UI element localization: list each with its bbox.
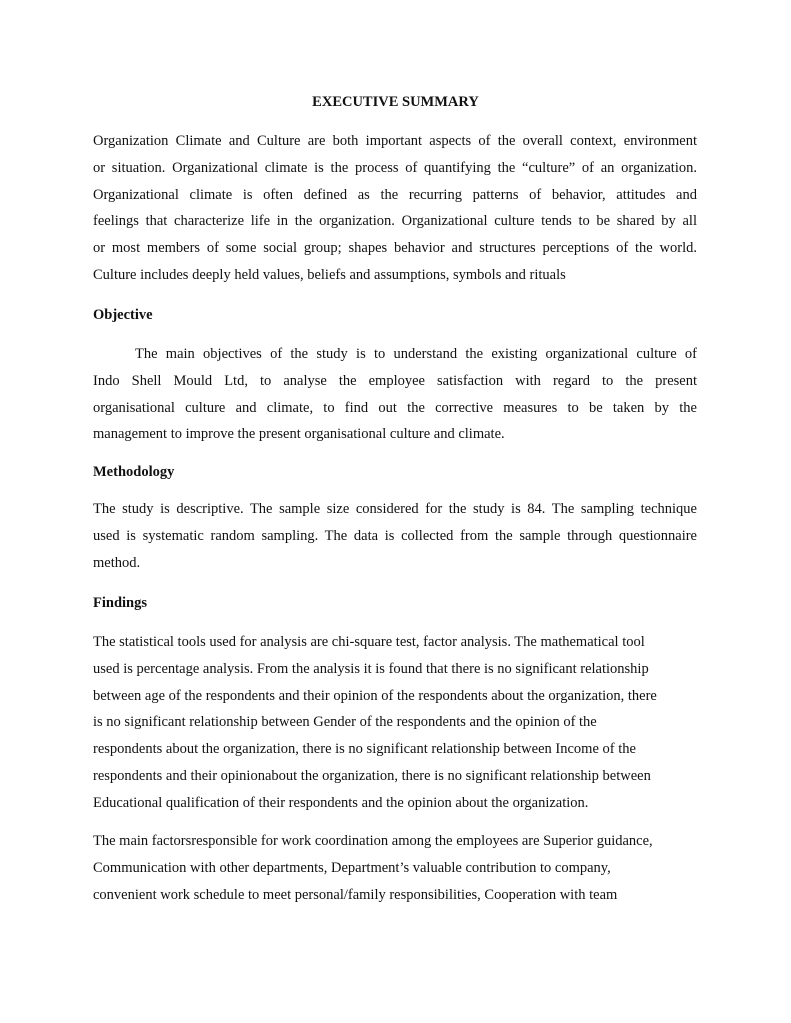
objective-heading: Objective [93, 307, 153, 323]
text-line: is no significant relationship between Gender of the respondents and the opinion of the [93, 714, 597, 731]
findings-paragraph-1 [93, 629, 697, 817]
text-line: feelings that characterize life in the organization. Organizational culture tends to be shared by all [93, 213, 697, 230]
text-line: The main factorsresponsible for work coordination among the employees are Superior guidance, [93, 833, 653, 849]
findings-paragraph-2 [93, 828, 697, 908]
text-line: between age of the respondents and their opinion of the respondents about the organization, there [93, 687, 657, 704]
text-line: Educational qualification of their respondents and the opinion about the organization. [93, 794, 589, 811]
text-line: Organizational climate is often defined as the recurring patterns of behavior, attitudes and [93, 186, 697, 203]
text-line: Organization Climate and Culture are both important aspects of the overall context, environment [93, 133, 697, 149]
text-line: used is percentage analysis. From the analysis it is found that there is no significant relationship [93, 660, 649, 677]
text-line: Communication with other departments, Department’s valuable contribution to company, [93, 859, 611, 876]
objective-paragraph [93, 341, 697, 448]
text-line: Culture includes deeply held values, beliefs and assumptions, symbols and rituals [93, 266, 566, 283]
text-line: respondents and their opinionabout the organization, there is no significant relationship between [93, 767, 651, 784]
text-line: convenient work schedule to meet personal/family responsibilities, Cooperation with team [93, 886, 618, 903]
document-title: EXECUTIVE SUMMARY [312, 94, 479, 110]
text-line: The study is descriptive. The sample size considered for the study is 84. The sampling technique [93, 501, 697, 517]
text-line: management to improve the present organisational culture and climate. [93, 426, 505, 443]
methodology-heading: Methodology [93, 464, 175, 480]
text-line: Indo Shell Mould Ltd, to analyse the employee satisfaction with regard to the present [93, 372, 697, 389]
text-line: or most members of some social group; shapes behavior and structures perceptions of the world. [93, 240, 697, 257]
findings-heading: Findings [93, 595, 147, 611]
text-line: or situation. Organizational climate is the process of quantifying the “culture” of an organization. [93, 159, 697, 176]
intro-paragraph [93, 128, 697, 289]
text-line: used is systematic random sampling. The data is collected from the sample through questionnaire [93, 527, 697, 544]
text-line: organisational culture and climate, to find out the corrective measures to be taken by the [93, 399, 697, 416]
text-line: The statistical tools used for analysis are chi-square test, factor analysis. The mathematical tool [93, 634, 645, 650]
text-line: respondents about the organization, there is no significant relationship between Income of the [93, 741, 636, 758]
text-line: The main objectives of the study is to understand the existing organizational culture of [135, 346, 697, 362]
methodology-paragraph [93, 496, 697, 576]
text-line: method. [93, 554, 141, 571]
